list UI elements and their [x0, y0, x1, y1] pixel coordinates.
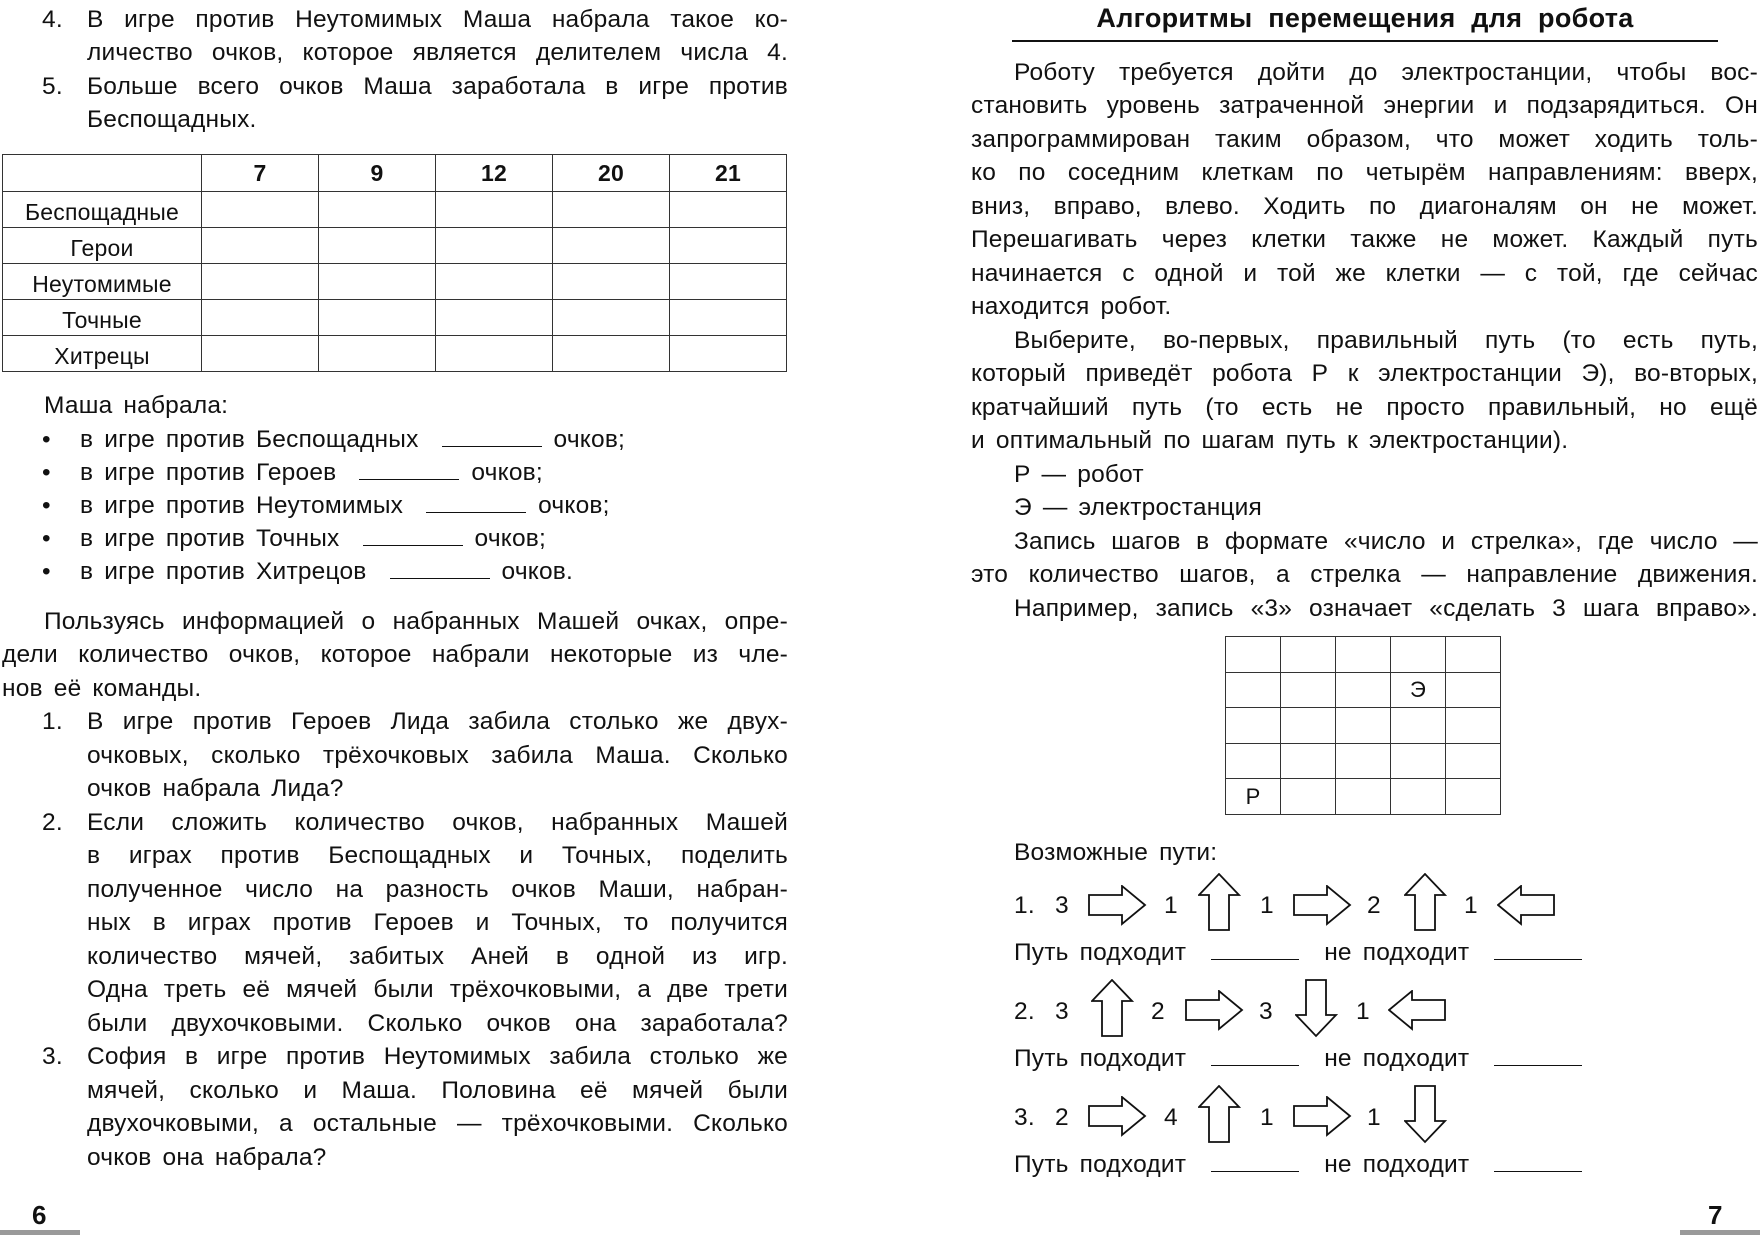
instruction-line: кратчайший путь (то есть не просто правильный, но ещё	[971, 394, 1758, 421]
intro-line: Перешагивать через клетки также не может. Каждый путь	[971, 226, 1758, 253]
arrow-right-icon	[1293, 1096, 1352, 1137]
grid-cell	[1446, 779, 1501, 815]
fits-blank[interactable]	[1211, 1170, 1299, 1172]
arrow-up-icon	[1404, 873, 1447, 932]
grid-cell	[1281, 743, 1336, 779]
page-number: 6	[32, 1200, 47, 1230]
question-line: София в игре против Неутомимых забила столько же	[87, 1043, 788, 1070]
arrow-left-icon	[1388, 990, 1447, 1031]
path-3-verdict: Путь подходит не подходит	[1014, 1148, 1582, 1181]
grid-cell	[1226, 743, 1281, 779]
instruction-line: и оптимальный по шагам путь к электростанции).	[971, 427, 1569, 454]
grid-cell	[1391, 637, 1446, 673]
arrow-up-icon	[1198, 873, 1241, 932]
path-2-verdict: Путь подходит не подходит	[1014, 1042, 1582, 1075]
question-line: Одна треть её мячей были трёхочковыми, а две трети	[87, 976, 788, 1003]
question-number: 3.	[42, 1043, 63, 1070]
question-number: 1.	[42, 708, 63, 735]
grid-cell	[1336, 708, 1391, 744]
grid-cell	[1446, 672, 1501, 708]
grid-cell	[1446, 708, 1501, 744]
grid-cell	[1226, 708, 1281, 744]
grid-cell	[1336, 637, 1391, 673]
not-fits-blank[interactable]	[1494, 1064, 1582, 1066]
grid-cell	[1226, 637, 1281, 673]
fits-blank[interactable]	[1211, 958, 1299, 960]
not-fits-blank[interactable]	[1494, 958, 1582, 960]
question-line: Если сложить количество очков, набранных Машей	[87, 809, 788, 836]
instruction-line: Выберите, во-первых, правильный путь (то есть путь,	[1014, 327, 1758, 354]
question-line: очков набрала Лида?	[87, 775, 344, 802]
intro-line: запрограммирован таким образом, что может ходить толь-	[971, 126, 1758, 153]
intro-line: Роботу требуется дойти до электростанции, чтобы вос-	[1014, 59, 1758, 86]
bullet-icon: •	[42, 426, 51, 453]
step-count: 3	[1055, 892, 1069, 919]
grid-cell	[1446, 637, 1501, 673]
condition-line: В игре против Неутомимых Маша набрала такое ко-	[87, 6, 788, 33]
grid-row	[1226, 743, 1501, 779]
column-header: 12	[436, 155, 553, 192]
arrow-right-icon	[1293, 885, 1352, 926]
row-label: Беспощадные	[3, 192, 202, 228]
page-number: 7	[1708, 1200, 1723, 1230]
answer-item: • в игре против Неутомимых очков;	[42, 489, 610, 522]
answer-item: • в игре против Точных очков;	[42, 522, 546, 555]
grid-row	[1226, 672, 1501, 708]
page-number-bar	[1680, 1230, 1760, 1235]
question-line: очковых, сколько трёхочковых забила Маша. Сколько	[87, 742, 788, 769]
grid-cell	[1281, 672, 1336, 708]
legend-station: Э — электростанция	[1014, 494, 1263, 521]
column-header: 9	[319, 155, 436, 192]
step-count: 1	[1464, 892, 1478, 919]
step-count: 3	[1259, 998, 1273, 1025]
question-line: мячей, сколько и Маша. Половина её мячей были	[87, 1077, 788, 1104]
legend-robot: Р — робот	[1014, 461, 1144, 488]
step-count: 1	[1367, 1104, 1381, 1131]
step-count: 2	[1151, 998, 1165, 1025]
column-header: 7	[202, 155, 319, 192]
condition-line: Больше всего очков Маша заработала в игре против	[87, 73, 788, 100]
title-underline	[1012, 40, 1718, 42]
step-count: 1	[1260, 892, 1274, 919]
step-count: 1	[1260, 1104, 1274, 1131]
question-line: очков она набрала?	[87, 1144, 327, 1171]
arrow-up-icon	[1198, 1085, 1241, 1144]
path-number: 2.	[1014, 998, 1035, 1025]
grid-row	[1226, 779, 1501, 815]
grid-cell	[1446, 743, 1501, 779]
task-intro-line: нов её команды.	[2, 675, 202, 702]
step-count: 3	[1055, 998, 1069, 1025]
grid-cell	[1281, 708, 1336, 744]
arrow-up-icon	[1091, 979, 1134, 1038]
step-count: 4	[1164, 1104, 1178, 1131]
intro-line: находится робот.	[971, 293, 1172, 320]
answer-item: • в игре против Героев очков;	[42, 456, 543, 489]
arrow-right-icon	[1088, 885, 1147, 926]
arrow-down-icon	[1404, 1085, 1447, 1144]
question-line: были двухочковыми. Сколько очков она заработала?	[87, 1010, 788, 1037]
bullet-icon: •	[42, 492, 51, 519]
instruction-line: который приведёт робота Р к электростанции Э), во-вторых,	[971, 360, 1758, 387]
question-line: В игре против Героев Лида забила столько же двух-	[87, 708, 788, 735]
example-line: Например, запись «3» означает «сделать 3 шага вправо».	[1014, 595, 1758, 622]
row-label: Хитрецы	[3, 336, 202, 372]
question-line: двухочковыми, а остальные — трёхочковыми. Сколько	[87, 1110, 788, 1137]
intro-line: вниз, вправо, влево. Ходить по диагоналям он не может.	[971, 193, 1758, 220]
grid-cell	[1336, 779, 1391, 815]
column-header: 21	[670, 155, 787, 192]
fits-blank[interactable]	[1211, 1064, 1299, 1066]
intro-line: ко по соседним клеткам по четырём направлениям: вверх,	[971, 159, 1758, 186]
path-1-verdict: Путь подходит не подходит	[1014, 936, 1582, 969]
row-label: Точные	[3, 300, 202, 336]
not-fits-blank[interactable]	[1494, 1170, 1582, 1172]
question-line: в играх против Беспощадных и Точных, поделить	[87, 842, 788, 869]
question-line: ных в играх против Героев и Точных, то получится	[87, 909, 788, 936]
task-intro-line: Пользуясь информацией о набранных Машей очках, опре-	[44, 608, 788, 635]
grid-cell	[1336, 672, 1391, 708]
step-count: 1	[1164, 892, 1178, 919]
grid-cell	[1281, 779, 1336, 815]
condition-number: 4.	[42, 6, 63, 33]
step-count: 2	[1367, 892, 1381, 919]
paths-label: Возможные пути:	[1014, 839, 1218, 866]
arrow-down-icon	[1295, 979, 1338, 1038]
grid-cell-robot: Р	[1226, 779, 1281, 815]
path-number: 1.	[1014, 892, 1035, 919]
condition-line: Беспощадных.	[87, 106, 257, 133]
grid-cell	[1281, 637, 1336, 673]
grid-row	[1226, 637, 1501, 673]
step-count: 2	[1055, 1104, 1069, 1131]
path-number: 3.	[1014, 1104, 1035, 1131]
robot-grid	[1225, 636, 1501, 815]
answers-intro: Маша набрала:	[44, 392, 229, 419]
condition-line: личество очков, которое является делителем числа 4.	[87, 39, 788, 66]
grid-cell-station: Э	[1391, 672, 1446, 708]
grid-cell	[1391, 779, 1446, 815]
bullet-icon: •	[42, 525, 51, 552]
question-number: 2.	[42, 809, 63, 836]
arrow-left-icon	[1497, 885, 1556, 926]
grid-cell	[1336, 743, 1391, 779]
condition-number: 5.	[42, 73, 63, 100]
arrow-right-icon	[1185, 990, 1244, 1031]
page-title: Алгоритмы перемещения для робота	[1096, 3, 1634, 33]
task-intro-line: дели количество очков, которое набрали некоторые из чле-	[2, 641, 788, 668]
intro-line: начинается с одной и той же клетки — с той, где сейчас	[971, 260, 1758, 287]
answer-item: • в игре против Беспощадных очков;	[42, 423, 625, 456]
format-note-line: это количество шагов, а стрелка — направление движения.	[971, 561, 1758, 588]
format-note-line: Запись шагов в формате «число и стрелка», где число —	[1014, 528, 1758, 555]
grid-row	[1226, 708, 1501, 744]
arrow-right-icon	[1088, 1096, 1147, 1137]
question-line: количество мячей, забитых Аней в одной из игр.	[87, 943, 788, 970]
intro-line: становить уровень затраченной энергии и подзарядиться. Он	[971, 92, 1758, 119]
answer-item: • в игре против Хитрецов очков.	[42, 555, 573, 588]
grid-cell	[1226, 672, 1281, 708]
row-label: Герои	[3, 228, 202, 264]
grid-cell	[1391, 708, 1446, 744]
grid-cell	[1391, 743, 1446, 779]
bullet-icon: •	[42, 558, 51, 585]
step-count: 1	[1356, 998, 1370, 1025]
bullet-icon: •	[42, 459, 51, 486]
column-header: 20	[553, 155, 670, 192]
question-line: полученное число на разность очков Маши, набран-	[87, 876, 788, 903]
row-label: Неутомимые	[3, 264, 202, 300]
